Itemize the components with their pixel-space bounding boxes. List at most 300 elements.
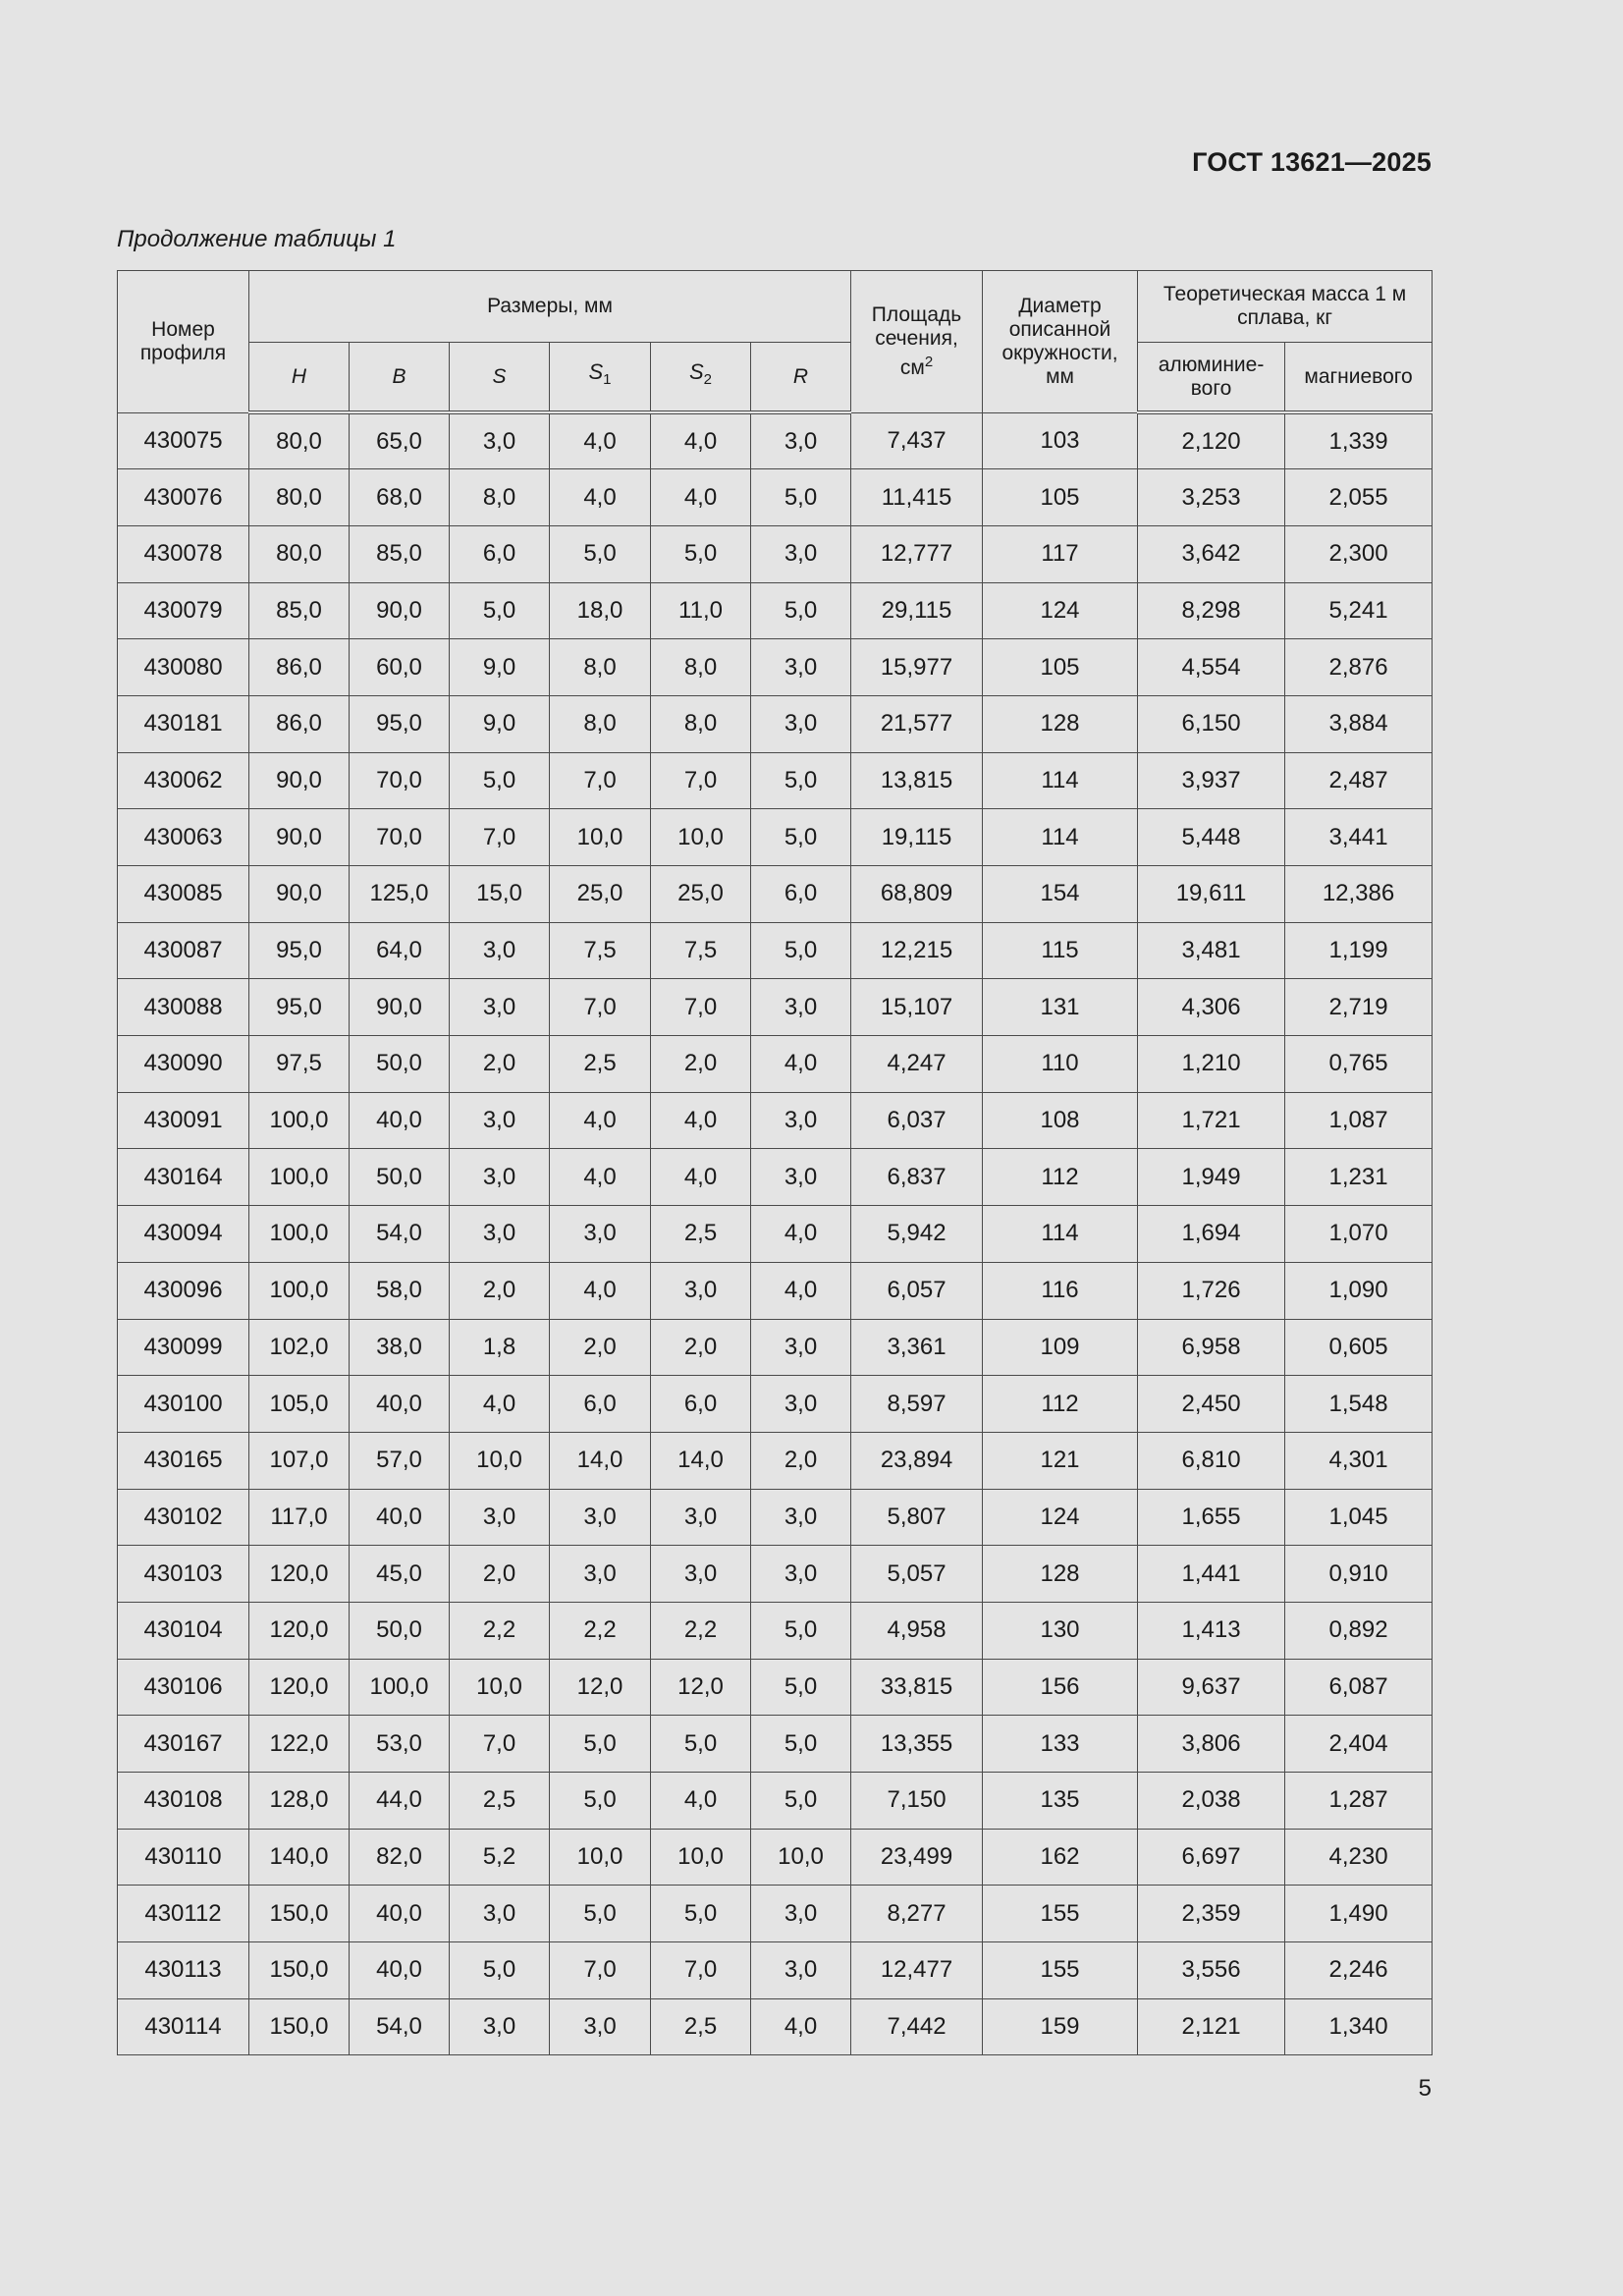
cell-mass-aluminum: 4,306 — [1138, 979, 1285, 1036]
table-caption: Продолжение таблицы 1 — [117, 226, 397, 252]
cell-B: 58,0 — [350, 1262, 450, 1319]
cell-S2: 7,0 — [651, 752, 751, 809]
header-S1-base: S — [588, 359, 604, 385]
cell-profile-number: 430112 — [118, 1886, 249, 1942]
header-area — [851, 271, 983, 413]
header-aluminum-text: алюминие-вого — [1158, 353, 1265, 400]
cell-area: 5,057 — [851, 1546, 983, 1603]
cell-mass-aluminum: 6,958 — [1138, 1319, 1285, 1376]
cell-S1: 7,0 — [550, 979, 651, 1036]
cell-mass-magnesium: 1,045 — [1285, 1489, 1433, 1546]
cell-B: 40,0 — [350, 1942, 450, 1999]
header-B: B — [350, 343, 450, 413]
cell-S: 2,0 — [450, 1262, 550, 1319]
cell-R: 3,0 — [751, 639, 851, 696]
cell-profile-number: 430113 — [118, 1942, 249, 1999]
cell-S: 3,0 — [450, 979, 550, 1036]
cell-diameter: 124 — [983, 1489, 1138, 1546]
cell-area: 7,437 — [851, 412, 983, 469]
cell-S: 2,0 — [450, 1036, 550, 1093]
page-number: 5 — [1418, 2075, 1432, 2102]
cell-B: 90,0 — [350, 979, 450, 1036]
cell-R: 4,0 — [751, 1998, 851, 2055]
cell-B: 57,0 — [350, 1432, 450, 1489]
cell-profile-number: 430110 — [118, 1829, 249, 1886]
cell-H: 90,0 — [249, 866, 350, 923]
cell-S1: 4,0 — [550, 412, 651, 469]
cell-mass-aluminum: 1,949 — [1138, 1149, 1285, 1206]
cell-S1: 4,0 — [550, 1262, 651, 1319]
cell-profile-number: 430164 — [118, 1149, 249, 1206]
header-mass-text: Теоретическая масса 1 м сплава, кг — [1163, 283, 1407, 329]
cell-S: 3,0 — [450, 1886, 550, 1942]
document-header: ГОСТ 13621—2025 — [1192, 147, 1432, 177]
cell-S: 5,0 — [450, 752, 550, 809]
cell-mass-magnesium: 2,055 — [1285, 469, 1433, 526]
cell-B: 54,0 — [350, 1998, 450, 2055]
cell-S: 8,0 — [450, 469, 550, 526]
cell-R: 3,0 — [751, 1546, 851, 1603]
header-H: H — [249, 343, 350, 413]
table-row — [118, 979, 1433, 1036]
cell-B: 64,0 — [350, 922, 450, 979]
header-S1-sub: 1 — [603, 371, 612, 389]
cell-S1: 14,0 — [550, 1432, 651, 1489]
cell-mass-aluminum: 2,121 — [1138, 1998, 1285, 2055]
cell-R: 4,0 — [751, 1036, 851, 1093]
cell-mass-magnesium: 1,490 — [1285, 1886, 1433, 1942]
cell-S: 10,0 — [450, 1432, 550, 1489]
cell-profile-number: 430075 — [118, 412, 249, 469]
table-row — [118, 695, 1433, 752]
cell-B: 40,0 — [350, 1886, 450, 1942]
table-row — [118, 1376, 1433, 1433]
cell-diameter: 117 — [983, 525, 1138, 582]
cell-profile-number: 430080 — [118, 639, 249, 696]
cell-area: 15,107 — [851, 979, 983, 1036]
cell-area: 5,807 — [851, 1489, 983, 1546]
cell-S2: 2,5 — [651, 1998, 751, 2055]
cell-H: 120,0 — [249, 1602, 350, 1659]
cell-mass-magnesium: 2,404 — [1285, 1716, 1433, 1773]
cell-mass-magnesium: 3,441 — [1285, 809, 1433, 866]
cell-S2: 7,0 — [651, 1942, 751, 1999]
cell-mass-aluminum: 1,441 — [1138, 1546, 1285, 1603]
cell-R: 5,0 — [751, 922, 851, 979]
cell-mass-magnesium: 6,087 — [1285, 1659, 1433, 1716]
cell-mass-magnesium: 3,884 — [1285, 695, 1433, 752]
table-row — [118, 866, 1433, 923]
cell-diameter: 114 — [983, 1206, 1138, 1263]
cell-S1: 18,0 — [550, 582, 651, 639]
cell-S: 6,0 — [450, 525, 550, 582]
header-dimensions: Размеры, мм — [249, 271, 851, 343]
table-body — [118, 412, 1433, 2055]
cell-mass-magnesium: 1,087 — [1285, 1092, 1433, 1149]
header-S2 — [651, 343, 751, 413]
header-S1 — [550, 343, 651, 413]
cell-profile-number: 430078 — [118, 525, 249, 582]
cell-R: 3,0 — [751, 412, 851, 469]
cell-S1: 2,0 — [550, 1319, 651, 1376]
cell-S: 2,5 — [450, 1773, 550, 1830]
cell-mass-magnesium: 1,340 — [1285, 1998, 1433, 2055]
cell-H: 117,0 — [249, 1489, 350, 1546]
cell-diameter: 128 — [983, 695, 1138, 752]
cell-B: 65,0 — [350, 412, 450, 469]
cell-S1: 3,0 — [550, 1546, 651, 1603]
cell-mass-aluminum: 2,359 — [1138, 1886, 1285, 1942]
cell-B: 70,0 — [350, 809, 450, 866]
cell-mass-magnesium: 1,287 — [1285, 1773, 1433, 1830]
cell-area: 23,499 — [851, 1829, 983, 1886]
cell-R: 3,0 — [751, 1376, 851, 1433]
cell-H: 85,0 — [249, 582, 350, 639]
cell-H: 95,0 — [249, 922, 350, 979]
cell-H: 102,0 — [249, 1319, 350, 1376]
cell-area: 3,361 — [851, 1319, 983, 1376]
cell-mass-magnesium: 12,386 — [1285, 866, 1433, 923]
cell-S1: 3,0 — [550, 1206, 651, 1263]
cell-profile-number: 430167 — [118, 1716, 249, 1773]
header-mass — [1138, 271, 1433, 343]
cell-area: 6,837 — [851, 1149, 983, 1206]
cell-S2: 25,0 — [651, 866, 751, 923]
cell-profile-number: 430103 — [118, 1546, 249, 1603]
cell-profile-number: 430114 — [118, 1998, 249, 2055]
cell-profile-number: 430090 — [118, 1036, 249, 1093]
cell-H: 80,0 — [249, 469, 350, 526]
cell-mass-aluminum: 4,554 — [1138, 639, 1285, 696]
cell-mass-aluminum: 2,038 — [1138, 1773, 1285, 1830]
cell-S1: 5,0 — [550, 1773, 651, 1830]
cell-H: 120,0 — [249, 1546, 350, 1603]
cell-S1: 7,0 — [550, 1942, 651, 1999]
cell-profile-number: 430076 — [118, 469, 249, 526]
table-row — [118, 1602, 1433, 1659]
cell-B: 53,0 — [350, 1716, 450, 1773]
cell-H: 95,0 — [249, 979, 350, 1036]
cell-profile-number: 430165 — [118, 1432, 249, 1489]
table-row — [118, 412, 1433, 469]
cell-area: 12,215 — [851, 922, 983, 979]
header-aluminum — [1138, 343, 1285, 413]
cell-mass-aluminum: 19,611 — [1138, 866, 1285, 923]
cell-S: 1,8 — [450, 1319, 550, 1376]
cell-S1: 5,0 — [550, 1716, 651, 1773]
table-row — [118, 1092, 1433, 1149]
cell-diameter: 135 — [983, 1773, 1138, 1830]
cell-S: 10,0 — [450, 1659, 550, 1716]
cell-diameter: 108 — [983, 1092, 1138, 1149]
cell-S2: 8,0 — [651, 639, 751, 696]
cell-diameter: 121 — [983, 1432, 1138, 1489]
cell-H: 122,0 — [249, 1716, 350, 1773]
cell-S2: 3,0 — [651, 1546, 751, 1603]
cell-mass-magnesium: 2,300 — [1285, 525, 1433, 582]
cell-profile-number: 430091 — [118, 1092, 249, 1149]
cell-diameter: 162 — [983, 1829, 1138, 1886]
header-S2-sub: 2 — [703, 371, 713, 389]
cell-mass-aluminum: 3,481 — [1138, 922, 1285, 979]
cell-S1: 8,0 — [550, 695, 651, 752]
cell-mass-aluminum: 2,120 — [1138, 412, 1285, 469]
cell-mass-magnesium: 2,487 — [1285, 752, 1433, 809]
header-area-label: Площадь сечения, см — [871, 302, 962, 379]
cell-mass-magnesium: 5,241 — [1285, 582, 1433, 639]
cell-profile-number: 430108 — [118, 1773, 249, 1830]
table-row — [118, 1319, 1433, 1376]
table-row — [118, 1942, 1433, 1999]
cell-R: 5,0 — [751, 582, 851, 639]
cell-S2: 5,0 — [651, 1716, 751, 1773]
table-row — [118, 1432, 1433, 1489]
cell-B: 50,0 — [350, 1149, 450, 1206]
cell-profile-number: 430096 — [118, 1262, 249, 1319]
cell-diameter: 114 — [983, 752, 1138, 809]
cell-R: 3,0 — [751, 979, 851, 1036]
cell-R: 4,0 — [751, 1262, 851, 1319]
cell-mass-magnesium: 0,910 — [1285, 1546, 1433, 1603]
cell-S: 15,0 — [450, 866, 550, 923]
cell-S: 5,2 — [450, 1829, 550, 1886]
cell-diameter: 112 — [983, 1376, 1138, 1433]
cell-area: 7,442 — [851, 1998, 983, 2055]
cell-S1: 2,5 — [550, 1036, 651, 1093]
cell-S2: 5,0 — [651, 525, 751, 582]
cell-R: 5,0 — [751, 1659, 851, 1716]
cell-mass-magnesium: 1,090 — [1285, 1262, 1433, 1319]
cell-mass-magnesium: 0,765 — [1285, 1036, 1433, 1093]
cell-profile-number: 430106 — [118, 1659, 249, 1716]
cell-S1: 6,0 — [550, 1376, 651, 1433]
cell-mass-aluminum: 8,298 — [1138, 582, 1285, 639]
cell-S: 3,0 — [450, 1092, 550, 1149]
cell-mass-aluminum: 5,448 — [1138, 809, 1285, 866]
cell-H: 80,0 — [249, 525, 350, 582]
cell-mass-magnesium: 1,339 — [1285, 412, 1433, 469]
cell-mass-aluminum: 3,556 — [1138, 1942, 1285, 1999]
cell-diameter: 133 — [983, 1716, 1138, 1773]
cell-mass-aluminum: 6,150 — [1138, 695, 1285, 752]
cell-R: 3,0 — [751, 1092, 851, 1149]
cell-mass-aluminum: 1,726 — [1138, 1262, 1285, 1319]
cell-B: 90,0 — [350, 582, 450, 639]
cell-mass-aluminum: 1,721 — [1138, 1092, 1285, 1149]
cell-mass-magnesium: 4,230 — [1285, 1829, 1433, 1886]
cell-B: 45,0 — [350, 1546, 450, 1603]
cell-mass-aluminum: 1,694 — [1138, 1206, 1285, 1263]
cell-area: 12,777 — [851, 525, 983, 582]
cell-mass-aluminum: 3,806 — [1138, 1716, 1285, 1773]
cell-profile-number: 430099 — [118, 1319, 249, 1376]
cell-diameter: 156 — [983, 1659, 1138, 1716]
cell-mass-aluminum: 3,642 — [1138, 525, 1285, 582]
cell-R: 4,0 — [751, 1206, 851, 1263]
cell-H: 100,0 — [249, 1092, 350, 1149]
cell-S: 5,0 — [450, 582, 550, 639]
cell-R: 5,0 — [751, 752, 851, 809]
header-profile-number-text: Номер профиля — [139, 317, 227, 364]
cell-profile-number: 430102 — [118, 1489, 249, 1546]
cell-S2: 14,0 — [651, 1432, 751, 1489]
cell-H: 107,0 — [249, 1432, 350, 1489]
cell-S: 2,0 — [450, 1546, 550, 1603]
cell-S: 3,0 — [450, 1489, 550, 1546]
cell-area: 15,977 — [851, 639, 983, 696]
cell-R: 10,0 — [751, 1829, 851, 1886]
cell-S1: 5,0 — [550, 525, 651, 582]
cell-H: 80,0 — [249, 412, 350, 469]
table-row — [118, 639, 1433, 696]
header-R: R — [751, 343, 851, 413]
cell-area: 6,037 — [851, 1092, 983, 1149]
cell-R: 5,0 — [751, 809, 851, 866]
table-row — [118, 1773, 1433, 1830]
table-row — [118, 1149, 1433, 1206]
cell-profile-number: 430087 — [118, 922, 249, 979]
cell-R: 5,0 — [751, 1716, 851, 1773]
cell-R: 3,0 — [751, 1319, 851, 1376]
cell-H: 105,0 — [249, 1376, 350, 1433]
cell-diameter: 155 — [983, 1942, 1138, 1999]
cell-area: 29,115 — [851, 582, 983, 639]
cell-diameter: 130 — [983, 1602, 1138, 1659]
cell-area: 8,597 — [851, 1376, 983, 1433]
cell-S: 5,0 — [450, 1942, 550, 1999]
cell-S: 9,0 — [450, 695, 550, 752]
cell-area: 33,815 — [851, 1659, 983, 1716]
table-row — [118, 1716, 1433, 1773]
cell-H: 97,5 — [249, 1036, 350, 1093]
cell-S1: 10,0 — [550, 809, 651, 866]
cell-mass-aluminum: 9,637 — [1138, 1659, 1285, 1716]
cell-S2: 3,0 — [651, 1489, 751, 1546]
cell-profile-number: 430063 — [118, 809, 249, 866]
cell-B: 54,0 — [350, 1206, 450, 1263]
cell-profile-number: 430088 — [118, 979, 249, 1036]
table-row — [118, 469, 1433, 526]
cell-S2: 4,0 — [651, 1773, 751, 1830]
cell-diameter: 116 — [983, 1262, 1138, 1319]
cell-S2: 2,5 — [651, 1206, 751, 1263]
cell-B: 44,0 — [350, 1773, 450, 1830]
cell-B: 68,0 — [350, 469, 450, 526]
cell-diameter: 155 — [983, 1886, 1138, 1942]
cell-B: 40,0 — [350, 1489, 450, 1546]
cell-mass-magnesium: 4,301 — [1285, 1432, 1433, 1489]
cell-area: 8,277 — [851, 1886, 983, 1942]
cell-S: 3,0 — [450, 412, 550, 469]
cell-S: 2,2 — [450, 1602, 550, 1659]
cell-mass-magnesium: 2,876 — [1285, 639, 1433, 696]
cell-S2: 2,0 — [651, 1036, 751, 1093]
cell-mass-magnesium: 1,548 — [1285, 1376, 1433, 1433]
cell-S1: 4,0 — [550, 469, 651, 526]
cell-area: 11,415 — [851, 469, 983, 526]
cell-R: 5,0 — [751, 469, 851, 526]
cell-H: 150,0 — [249, 1998, 350, 2055]
cell-S1: 2,2 — [550, 1602, 651, 1659]
cell-diameter: 105 — [983, 639, 1138, 696]
cell-S2: 7,5 — [651, 922, 751, 979]
cell-S2: 4,0 — [651, 1092, 751, 1149]
cell-area: 13,815 — [851, 752, 983, 809]
cell-mass-aluminum: 3,253 — [1138, 469, 1285, 526]
cell-S2: 7,0 — [651, 979, 751, 1036]
cell-diameter: 110 — [983, 1036, 1138, 1093]
cell-diameter: 154 — [983, 866, 1138, 923]
cell-S2: 3,0 — [651, 1262, 751, 1319]
cell-S2: 10,0 — [651, 1829, 751, 1886]
cell-S2: 2,2 — [651, 1602, 751, 1659]
cell-S1: 10,0 — [550, 1829, 651, 1886]
cell-area: 4,958 — [851, 1602, 983, 1659]
cell-profile-number: 430181 — [118, 695, 249, 752]
cell-H: 90,0 — [249, 809, 350, 866]
cell-H: 86,0 — [249, 695, 350, 752]
cell-H: 100,0 — [249, 1206, 350, 1263]
table-row — [118, 1829, 1433, 1886]
cell-B: 125,0 — [350, 866, 450, 923]
cell-H: 100,0 — [249, 1149, 350, 1206]
cell-R: 3,0 — [751, 1942, 851, 1999]
cell-H: 90,0 — [249, 752, 350, 809]
cell-diameter: 131 — [983, 979, 1138, 1036]
table-row — [118, 922, 1433, 979]
table-row — [118, 1886, 1433, 1942]
cell-mass-magnesium: 0,892 — [1285, 1602, 1433, 1659]
cell-S2: 4,0 — [651, 469, 751, 526]
cell-S1: 3,0 — [550, 1998, 651, 2055]
cell-area: 68,809 — [851, 866, 983, 923]
cell-mass-magnesium: 1,070 — [1285, 1206, 1433, 1263]
cell-S2: 5,0 — [651, 1886, 751, 1942]
cell-H: 150,0 — [249, 1942, 350, 1999]
cell-profile-number: 430094 — [118, 1206, 249, 1263]
cell-area: 13,355 — [851, 1716, 983, 1773]
table-row — [118, 1036, 1433, 1093]
cell-diameter: 109 — [983, 1319, 1138, 1376]
cell-B: 50,0 — [350, 1602, 450, 1659]
cell-diameter: 112 — [983, 1149, 1138, 1206]
table-row — [118, 1998, 1433, 2055]
cell-B: 82,0 — [350, 1829, 450, 1886]
cell-diameter: 105 — [983, 469, 1138, 526]
cell-B: 85,0 — [350, 525, 450, 582]
cell-S1: 7,0 — [550, 752, 651, 809]
cell-mass-magnesium: 1,231 — [1285, 1149, 1433, 1206]
cell-S: 3,0 — [450, 1206, 550, 1263]
header-area-text — [851, 303, 982, 380]
cell-profile-number: 430062 — [118, 752, 249, 809]
cell-B: 60,0 — [350, 639, 450, 696]
cell-S1: 8,0 — [550, 639, 651, 696]
cell-diameter: 128 — [983, 1546, 1138, 1603]
cell-mass-aluminum: 3,937 — [1138, 752, 1285, 809]
cell-S2: 4,0 — [651, 412, 751, 469]
cell-area: 21,577 — [851, 695, 983, 752]
header-magnesium: магниевого — [1285, 343, 1433, 413]
cell-S1: 12,0 — [550, 1659, 651, 1716]
cell-S1: 25,0 — [550, 866, 651, 923]
cell-S2: 4,0 — [651, 1149, 751, 1206]
cell-S1: 3,0 — [550, 1489, 651, 1546]
cell-profile-number: 430104 — [118, 1602, 249, 1659]
cell-S: 7,0 — [450, 1716, 550, 1773]
header-area-unit-exponent: 2 — [924, 353, 934, 370]
cell-B: 40,0 — [350, 1376, 450, 1433]
